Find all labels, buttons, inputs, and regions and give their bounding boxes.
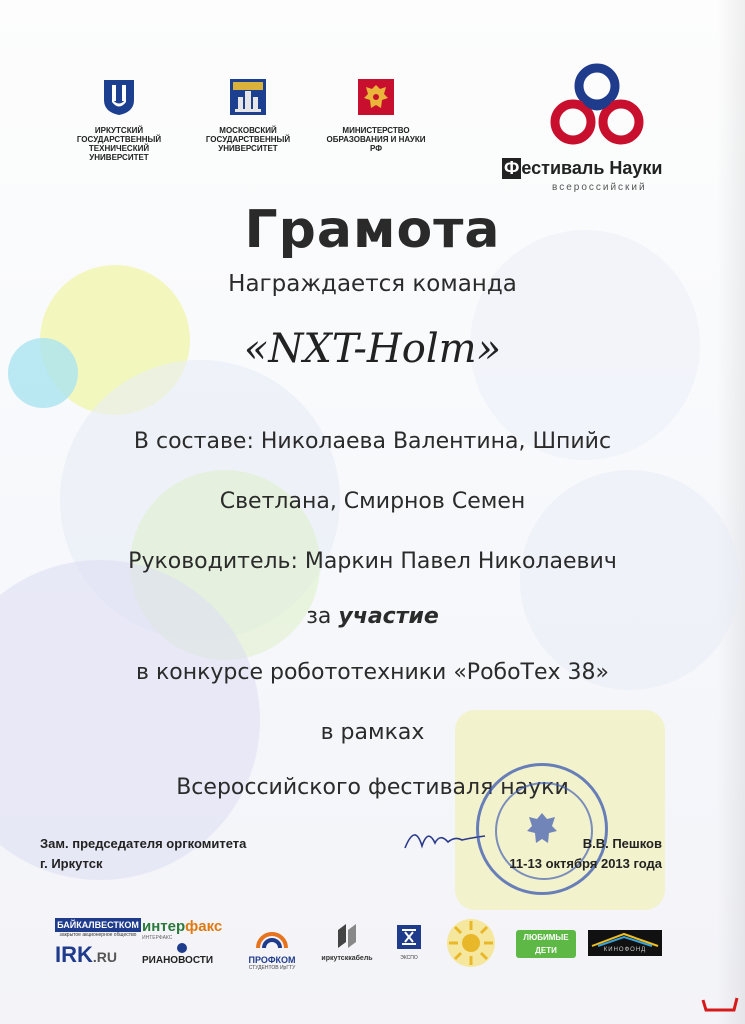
for-word: участие (338, 604, 439, 629)
for-prefix: за (306, 604, 332, 629)
sun-emblem-icon (444, 916, 498, 970)
festival-name-text: естиваль Науки (521, 158, 663, 178)
frame-line: в рамках (320, 720, 425, 745)
kinofond-rainbow-icon (588, 930, 662, 948)
signatory-position (40, 834, 246, 874)
irk-ru-logo (55, 942, 141, 968)
istu-logo (60, 78, 178, 162)
irkutskkabel-text: иркутсккабель (321, 955, 373, 962)
official-stamp (476, 763, 608, 895)
interfax-sub: ИНТЕРФАКС (142, 935, 173, 941)
profkom-sub: СТУДЕНТОВ ИрГТУ (248, 965, 296, 971)
msu-caption: МОСКОВСКИЙ ГОСУДАРСТВЕННЫЙ УНИВЕРСИТЕТ (205, 126, 291, 153)
profkom-text: ПРОФКОМ (248, 955, 296, 965)
expo-sub: ЭКСПО (400, 955, 418, 961)
team-name: «NXT-Holm» (243, 326, 502, 372)
istu-caption: ИРКУТСКИЙ ГОСУДАРСТВЕННЫЙ ТЕХНИЧЕСКИЙ УНИВЕРСИТЕТ (76, 126, 162, 162)
baikalvestkom-sub: закрытое акционерное общество (59, 932, 137, 938)
ministry-logo (326, 78, 426, 153)
profkom-logo (232, 920, 312, 971)
event-dates: 11-13 октября 2013 года (509, 856, 662, 871)
festival-subtitle: всероссийский (552, 182, 647, 193)
irk-text: IRK (55, 942, 93, 967)
istu-shield-icon (101, 78, 137, 116)
irk-ru-text: .RU (92, 949, 118, 965)
contest-line: в конкурсе робототехники «РобоТех 38» (136, 660, 609, 685)
festival-f-box: Ф (504, 158, 520, 178)
irkutskkabel-mark-icon (334, 922, 360, 950)
leader-line: Руководитель: Маркин Павел Николаевич (128, 549, 617, 574)
interfax-text (142, 918, 226, 935)
festival-logo (500, 60, 663, 196)
ministry-caption: МИНИСТЕРСТВО ОБРАЗОВАНИЯ И НАУКИ РФ (326, 126, 426, 153)
russian-eagle-icon (357, 78, 395, 116)
msu-building-icon (229, 78, 267, 116)
festival-name (502, 158, 662, 179)
for-line (0, 604, 745, 629)
red-corner-mark (700, 994, 740, 1016)
msu-logo (196, 78, 300, 153)
kinofond-text: КИНОФОНД (603, 947, 647, 953)
signatory-name: В.В. Пешков (582, 836, 662, 851)
certificate-title: Грамота (244, 200, 501, 260)
members-line-2: Светлана, Смирнов Семен (219, 489, 526, 514)
festival-line: Всероссийского фестиваля науки (176, 775, 569, 800)
baikalvestkom-name: БАЙКАЛВЕСТКОМ (55, 918, 141, 932)
ria-text: РИАНОВОСТИ (142, 955, 214, 966)
profkom-arcs-icon (254, 920, 290, 950)
baikalvestkom-logo (55, 918, 141, 968)
position-line-1: Зам. председателя оргкомитета (40, 836, 247, 851)
signatory-block (482, 834, 662, 874)
lyubimye-deti-logo: ЛЮБИМЫЕ ДЕТИ (516, 930, 576, 958)
festival-knot-icon (542, 60, 652, 156)
interfax-ria-logo (142, 918, 226, 966)
interfax-part-a: интер (142, 918, 186, 935)
kinofond-logo (588, 930, 662, 956)
expo-logo (386, 924, 432, 961)
position-line-2: г. Иркутск (40, 856, 103, 871)
interfax-part-b: факс (185, 918, 223, 935)
members-line-1: В составе: Николаева Валентина, Шпийс (133, 429, 612, 454)
ria-globe-icon (176, 942, 188, 954)
expo-square-icon (396, 924, 422, 950)
award-line: Награждается команда (228, 271, 517, 297)
irkutskkabel-logo (316, 922, 378, 962)
